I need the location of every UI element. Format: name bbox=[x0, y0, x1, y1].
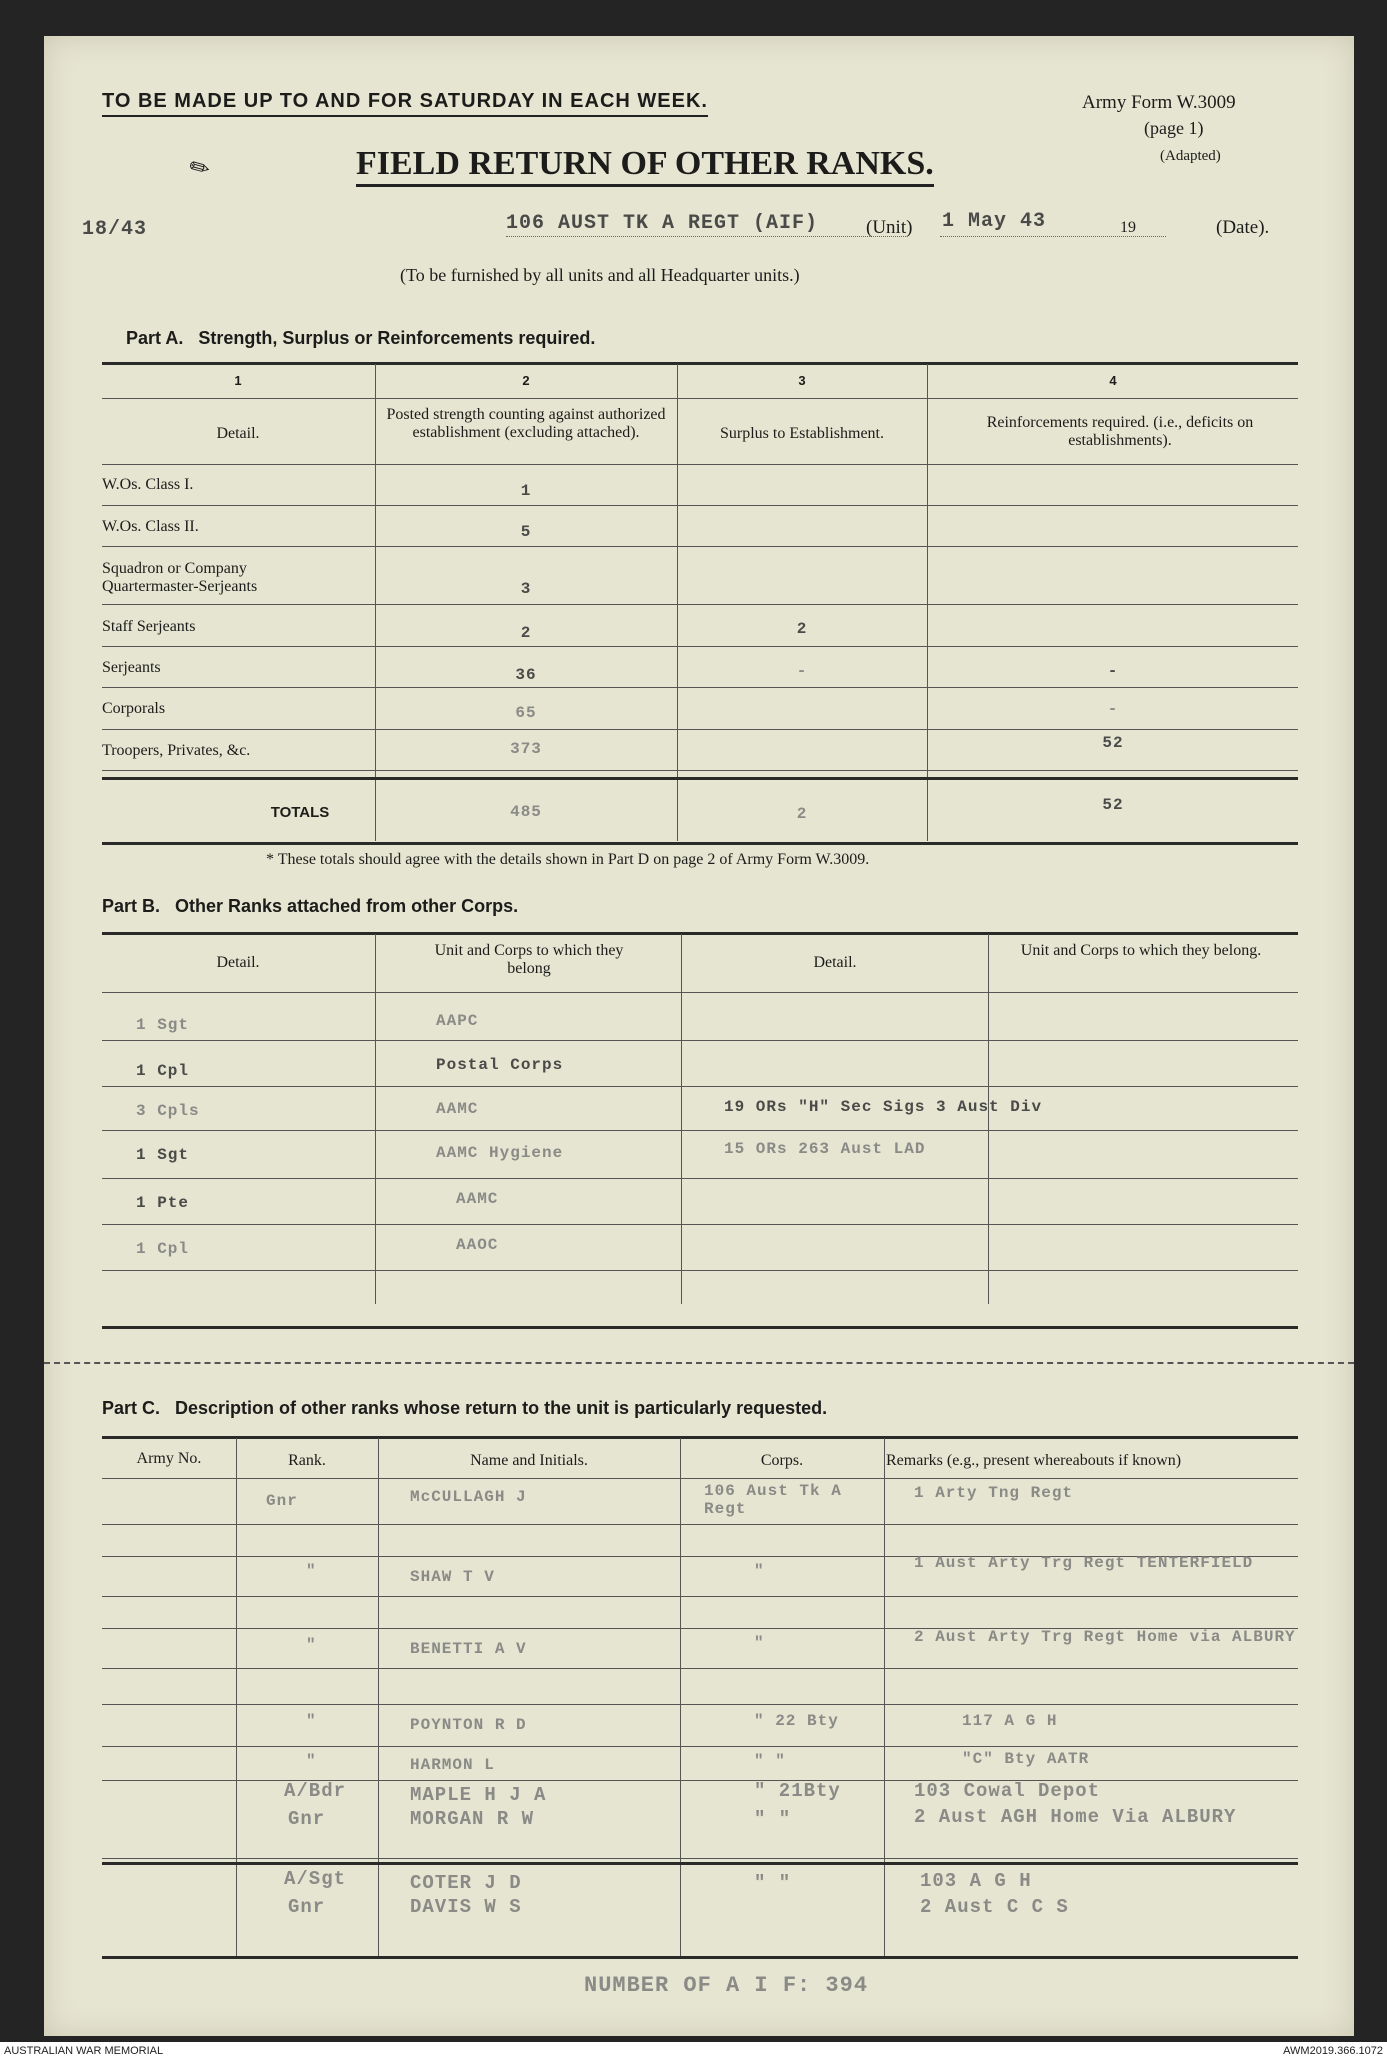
part-a-header-reinforcements: Reinforcements required. (i.e., deficits on establishments). bbox=[986, 414, 1254, 449]
army-form-label: Army Form W.3009 bbox=[1082, 92, 1236, 113]
totals-surplus: 2 bbox=[796, 805, 808, 823]
part-c-header-remarks: Remarks (e.g., present whereabouts if known) bbox=[886, 1452, 1182, 1469]
unit-value: 106 AUST TK A REGT (AIF) bbox=[506, 212, 819, 235]
totals-posted: 485 bbox=[510, 803, 542, 821]
reference-number: 18/43 bbox=[82, 218, 148, 241]
part-b-header-detail-2: Detail. bbox=[813, 954, 857, 971]
col-number-1: 1 bbox=[234, 373, 242, 388]
part-c-header-name: Name and Initials. bbox=[470, 1452, 588, 1469]
form-page: TO BE MADE UP TO AND FOR SATURDAY IN EACH WEEK. Army Form W.3009 (page 1) (Adapted) ✎ FIELD RETURN OF OTHER RANKS. 18/43 106 AUST TK A REGT (AIF) (Unit) 1 May 43 19 (Date). (To be furnished by all units and all Headquarter units.) Part A. Strength, Surplus or Reinforcements required. 1 2 3 4 Detail. Posted strength counting against authorized establishment (excluding attached). Surplus to Establishment. Reinforcements required. (i.e., deficits on establishments). W.Os. Class I. 1 W.Os. Class II. 5 Squadron or Company Quartermaster-Serjeants 3 Staff Serjeants 2 2 Serjeants 36 - - Corporals 65 - Troopers, Privates, &c. 373 52 TOTALS 485 2 52 * These totals should agree with the details shown in Part D on page 2 of Army Form W.3009. Part B. Other Ranks attached from other Corps. Detail. Unit and Corps to which they belong Detail. Unit and Corps to which they belong. 1 Sgt AAPC 1 Cpl Postal Corps 3 Cpls AAMC 19 ORs "H" Sec Sigs 3 Aust Div 1 Sgt AAMC Hygiene 15 ORs 263 Aust LAD 1 Pte AAMC 1 Cpl AAOC Part C. Description of other ranks whose return to the unit is particularly requested. Army No. Rank. Name and Initials. Corps. Remarks (e.g., present whereabouts if known) Gnr McCULLAGH J 106 Aust Tk A Regt 1 Arty Tng Regt " SHAW T V " 1 Aust Arty Trg Regt TENTERFIELD " BENETTI A V " 2 Aust Arty Trg Regt Home via ALBURY " POYNTON R D " 22 Bty 117 A G H " HARMON L " " "C" Bty AATR A/Bdr MAPLE H J A " 21Bty 103 Cowal Depot Gnr MORGAN R W " " 2 Aust AGH Home Via ALBURY A/Sgt COTER J D " " 103 A G H Gnr DAVIS W S 2 Aust C C S NUMBER OF A I F: 394 bbox=[44, 36, 1354, 2036]
col-number-2: 2 bbox=[522, 373, 530, 388]
part-c-header-corps: Corps. bbox=[760, 1452, 804, 1469]
part-b-header-detail: Detail. bbox=[216, 954, 260, 971]
archive-name: AUSTRALIAN WAR MEMORIAL bbox=[4, 2045, 164, 2057]
perforation-line bbox=[44, 1362, 1354, 1364]
part-a-heading: Part A. Strength, Surplus or Reinforcements required. bbox=[126, 328, 596, 348]
year-label: 19 bbox=[1120, 219, 1136, 236]
archive-footer bbox=[0, 2042, 1387, 2061]
part-b-header-unit-2: Unit and Corps to which they belong. bbox=[1020, 942, 1262, 959]
part-c-heading: Part C. Description of other ranks whose return to the unit is particularly requested. bbox=[102, 1398, 828, 1418]
date-label: (Date). bbox=[1216, 217, 1270, 238]
archive-id: AWM2019.366.1072 bbox=[1283, 2045, 1383, 2057]
pen-mark-icon: ✎ bbox=[185, 152, 216, 186]
instruction-line: TO BE MADE UP TO AND FOR SATURDAY IN EACH WEEK. bbox=[102, 90, 708, 117]
unit-label: (Unit) bbox=[866, 217, 913, 238]
part-c-header-rank: Rank. bbox=[288, 1452, 326, 1469]
col-number-3: 3 bbox=[798, 373, 806, 388]
page-title: FIELD RETURN OF OTHER RANKS. bbox=[356, 144, 934, 187]
unit-dotted-line bbox=[506, 236, 906, 237]
col-number-4: 4 bbox=[1109, 373, 1117, 388]
aif-number: NUMBER OF A I F: 394 bbox=[584, 1973, 869, 1998]
part-a-header-posted: Posted strength counting against authorized establishment (excluding attached). bbox=[386, 406, 666, 441]
part-b-heading: Part B. Other Ranks attached from other Corps. bbox=[102, 896, 519, 916]
page-label: (page 1) bbox=[1144, 118, 1204, 138]
furnished-note: (To be furnished by all units and all Headquarter units.) bbox=[400, 265, 800, 285]
date-value: 1 May 43 bbox=[942, 210, 1047, 233]
adapted-label: (Adapted) bbox=[1160, 148, 1221, 164]
part-b-header-unit: Unit and Corps to which they belong bbox=[434, 942, 624, 977]
part-a-header-detail: Detail. bbox=[216, 425, 260, 442]
totals-reinf: 52 bbox=[1102, 796, 1124, 814]
totals-label: TOTALS bbox=[270, 804, 330, 821]
part-a-footnote: * These totals should agree with the details shown in Part D on page 2 of Army Form W.3009. bbox=[266, 851, 870, 868]
part-c-header-army-no: Army No. bbox=[136, 1450, 202, 1467]
part-a-header-surplus: Surplus to Establishment. bbox=[720, 425, 884, 442]
